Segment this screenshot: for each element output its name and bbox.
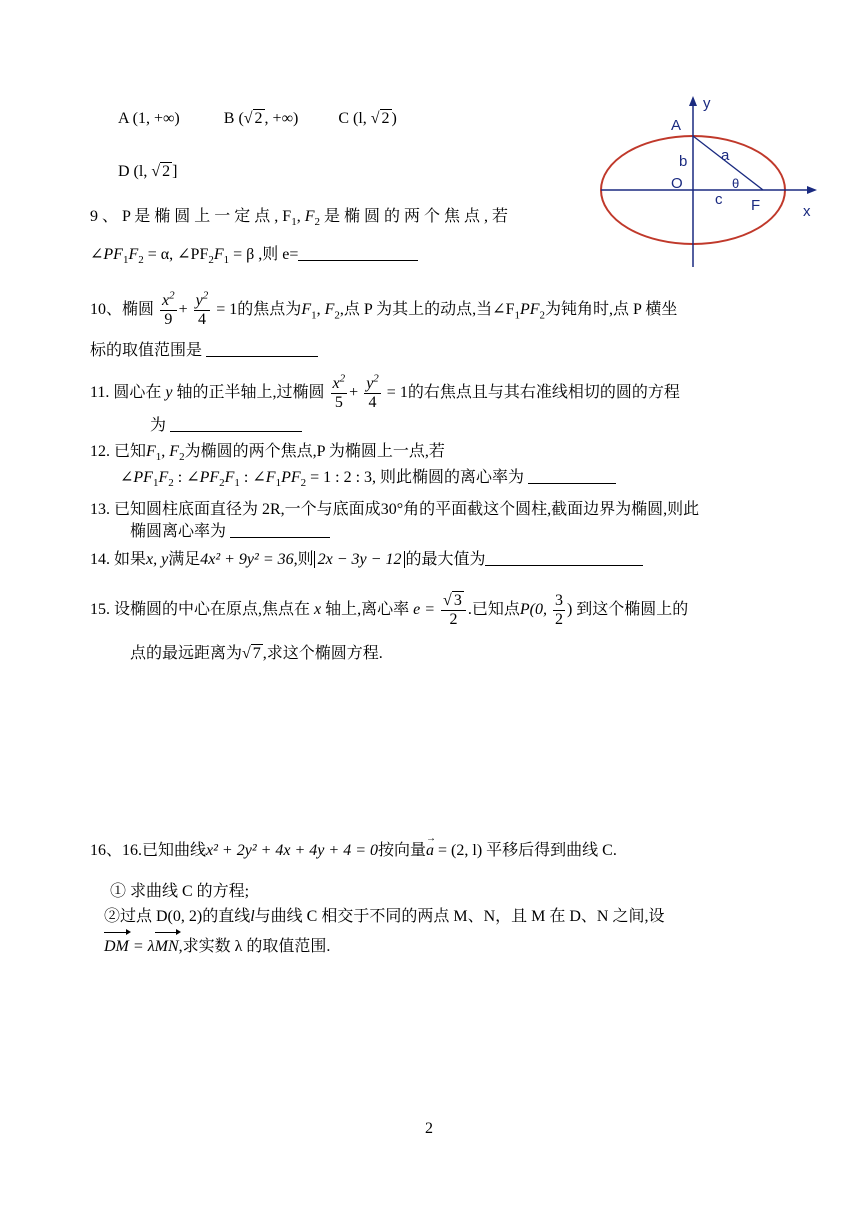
q8-option-c: C (l, √ 2 ): [338, 110, 397, 127]
q14-answer-blank[interactable]: [485, 549, 643, 566]
q13-line1: 13. 已知圆柱底面直径为 2R,一个与底面成30°角的平面截这个圆柱,截面边界为椭圆,则此: [90, 501, 700, 518]
label-a: a: [721, 147, 730, 164]
page-number: 2: [425, 1120, 433, 1137]
q15-line2: 点的最远距离为√ 7 ,求这个椭圆方程.: [130, 645, 383, 662]
q16-line1: 16、16.已知曲线x² + 2y² + 4x + 4y + 4 = 0按向量→ a = (2, l) 平移后得到曲线 C.: [90, 839, 617, 863]
x-axis-arrow: [807, 186, 817, 194]
q10-line1: 10、椭圆 $\frac{x^2}{9}$ + $\frac{y^2}{4}$ = 1的焦点为$F_1$, $F_2$,点 P 为其上的动点,当$\angle F_1PF_2$为钝角时,点 P 横坐: [90, 289, 678, 328]
q8-option-a: A (1, +∞): [118, 110, 180, 127]
label-c: c: [715, 191, 723, 208]
q9-line1: 9 、 P 是 椭 圆 上 一 定 点 , $F_1$, $F_2$ 是 椭 圆 的 两 个 焦 点 , 若: [90, 208, 509, 229]
q8-option-b: B (√ 2 , +∞): [223, 110, 299, 127]
q12-line1: 12. 已知$F_1$, $F_2$为椭圆的两个焦点,P 为椭圆上一点,若: [90, 443, 445, 464]
q15-line1: 15. 设椭圆的中心在原点,焦点在 x 轴上,离心率 e = $\frac{√ 3}{2}$ .已知点P(0, $\frac{3}{2}$ ) 到这个椭圆上的: [90, 592, 689, 628]
label-O: O: [671, 175, 683, 192]
q16-sub2: ②过点 D(0, 2)的直线l与曲线 C 相交于不同的两点 M、N，且 M 在 D、N 之间,设: [104, 908, 665, 925]
label-y: y: [703, 95, 711, 112]
label-b: b: [679, 153, 688, 170]
q8-options-abc: [118, 107, 397, 131]
q16-sub1: ① 求曲线 C 的方程;: [110, 883, 250, 900]
q12-answer-blank[interactable]: [528, 467, 616, 484]
label-F: F: [751, 197, 761, 214]
q11-answer-blank[interactable]: [170, 415, 302, 432]
q9-answer-blank[interactable]: [298, 244, 418, 261]
label-A: A: [671, 117, 682, 134]
q12-line2: $\angle PF_1F_2$ : $\angle PF_2F_1$ : $\angle F_1PF_2 = 1$ : 2 : 3, 则此椭圆的离心率为: [120, 466, 616, 490]
label-x: x: [803, 203, 811, 220]
q11-line2: 为: [150, 414, 302, 438]
y-axis-arrow: [689, 96, 697, 106]
q10-answer-blank[interactable]: [206, 340, 318, 357]
q10-line2: 标的取值范围是: [90, 339, 318, 363]
q14-line: 14. 如果x, y满足4x² + 9y² = 36,则 2x − 3y − 12 的最大值为: [90, 548, 643, 572]
q16-sub2-line2: DM = λMN,求实数 λ 的取值范围.: [104, 935, 330, 959]
q9-line2: $\angle PF_1F_2 = \alpha$, $\angle PF_2F_1 = \beta$ ,则 e=: [90, 243, 418, 267]
label-theta: θ: [732, 176, 740, 191]
q13-answer-blank[interactable]: [230, 521, 330, 538]
q8-option-d: D (l, √ 2 ]: [118, 163, 178, 180]
ellipse-figure: [595, 92, 825, 270]
q11-line1: 11. 圆心在 y 轴的正半轴上,过椭圆 $\frac{x^2}{5}$ + $\frac{y^2}{4}$ = 1的右焦点且与其右准线相切的圆的方程: [90, 372, 680, 411]
q13-line2: 椭圆离心率为: [130, 520, 330, 544]
